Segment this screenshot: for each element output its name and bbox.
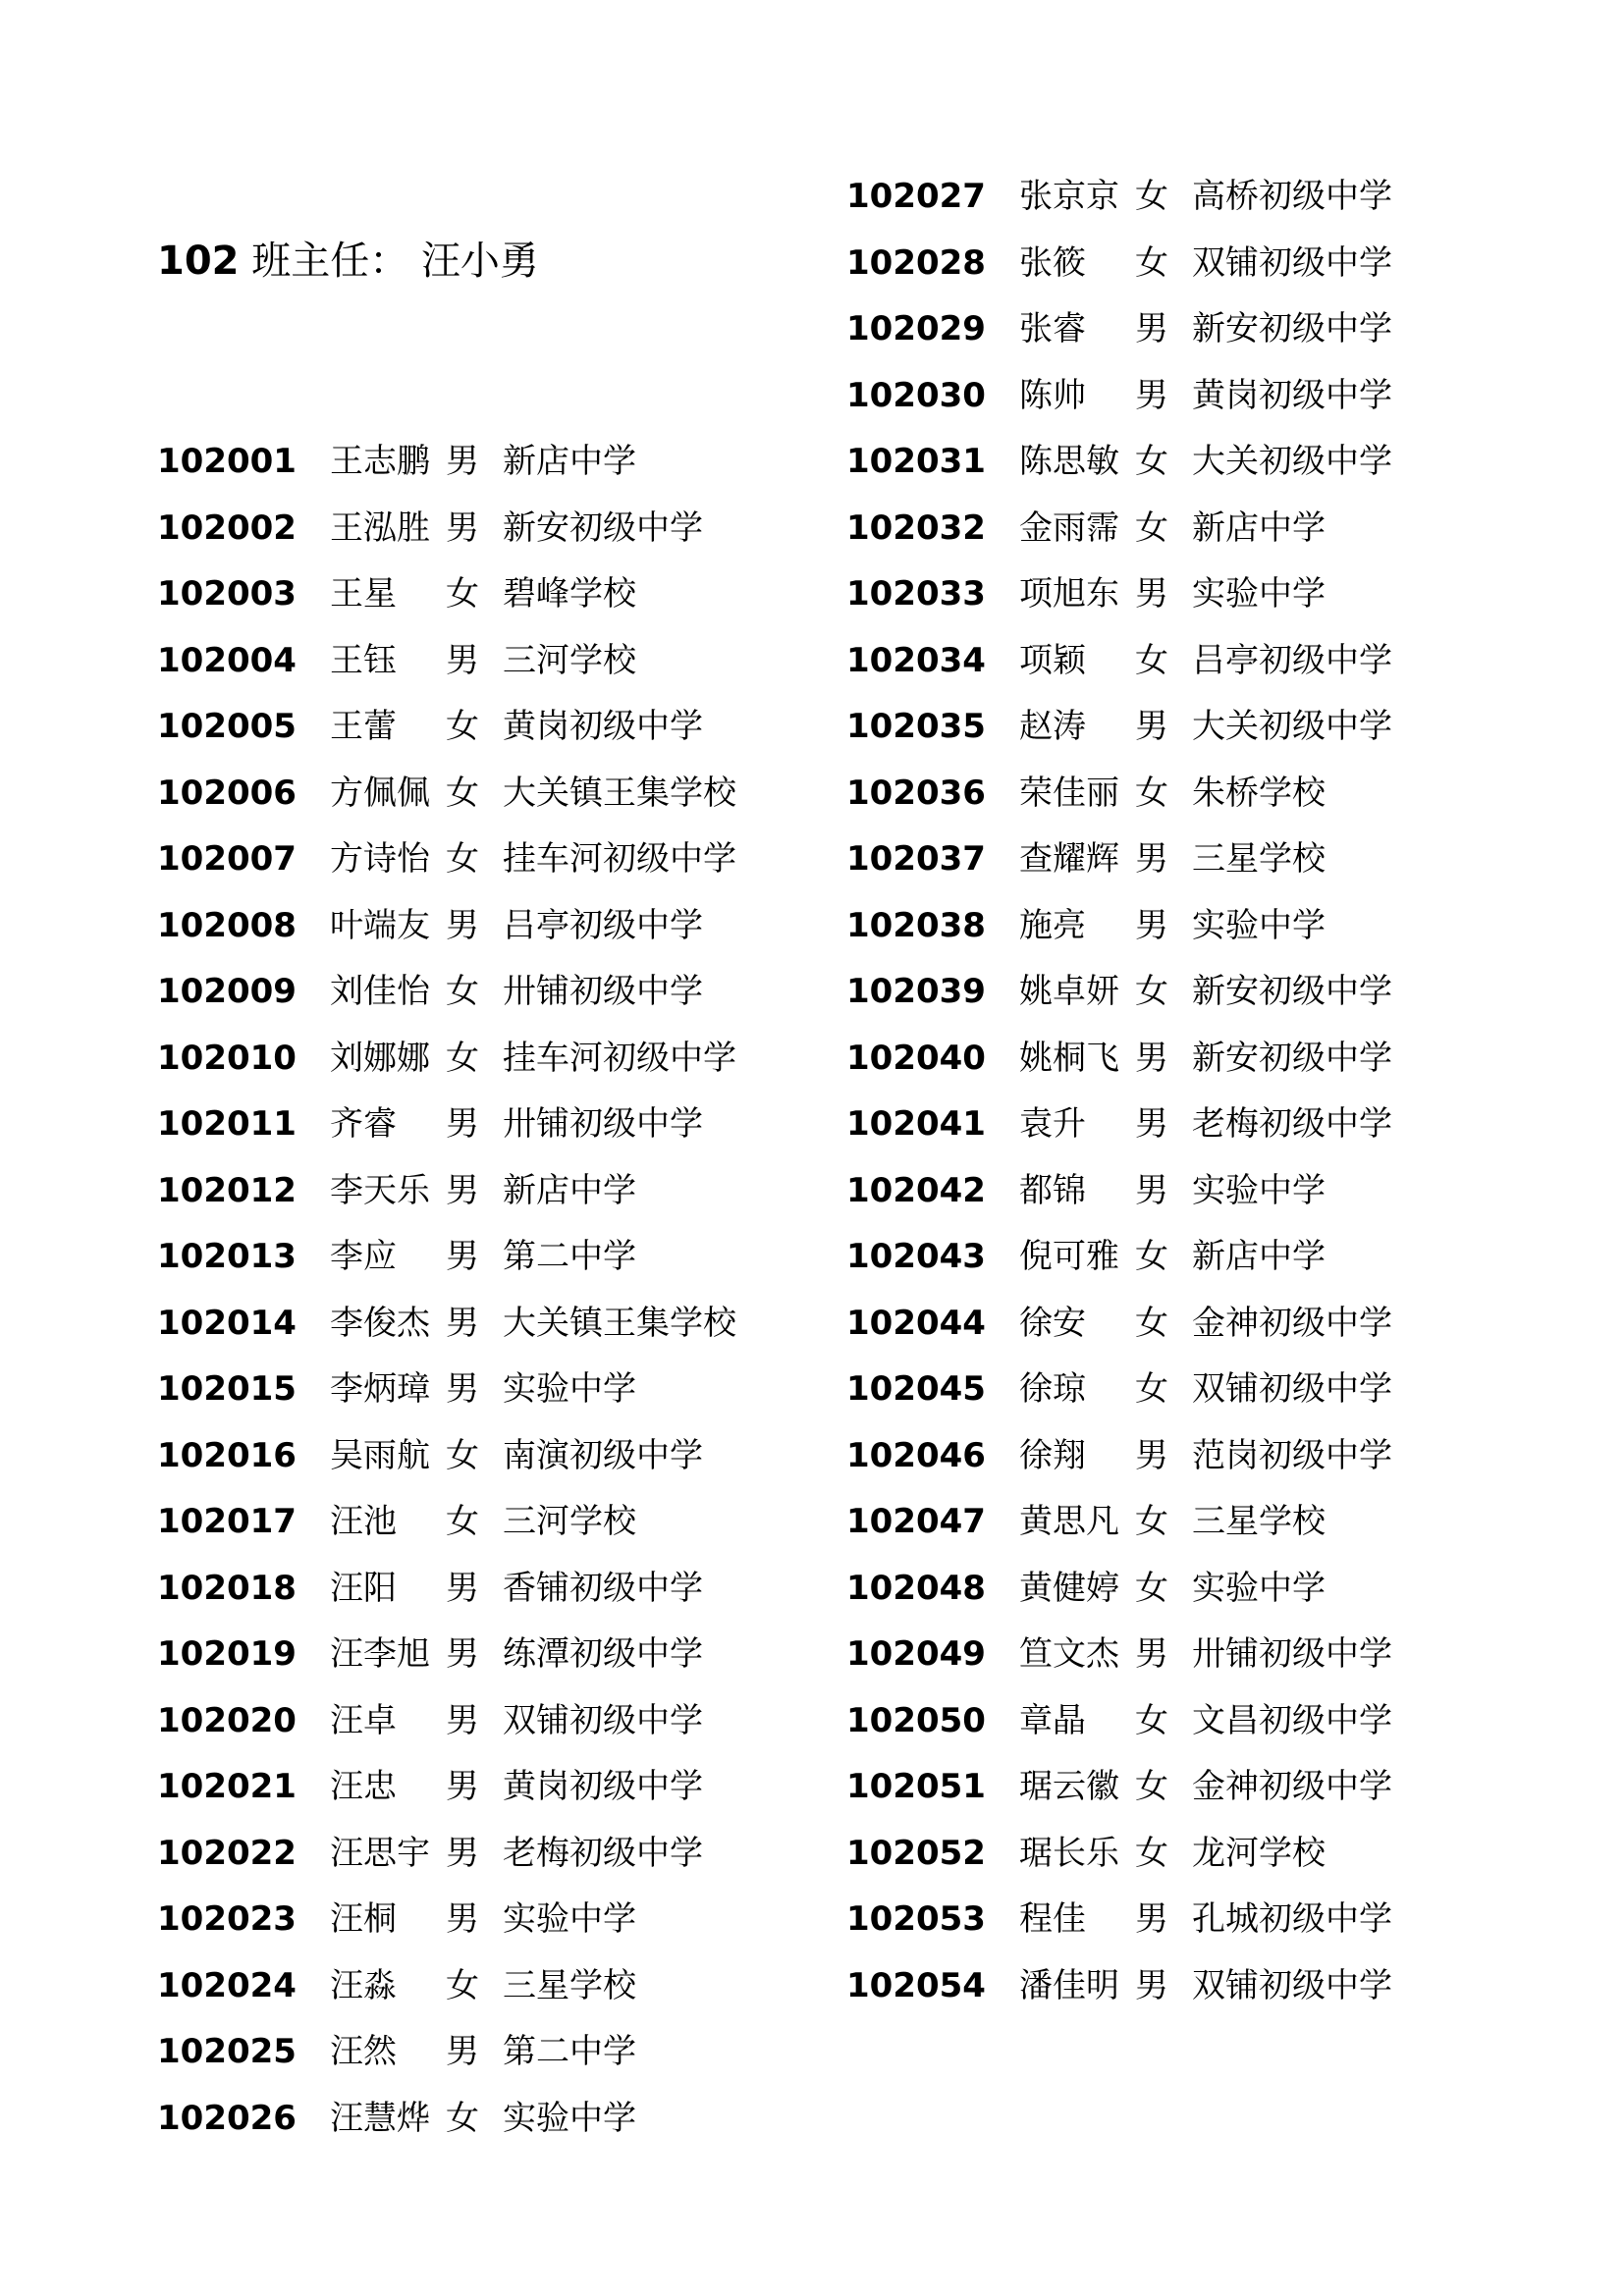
- student-school: 老梅初级中学: [503, 1833, 703, 1873]
- student-gender: 女: [1135, 507, 1168, 548]
- student-school: 双铺初级中学: [1192, 1965, 1392, 2005]
- student-id: 102029: [846, 309, 986, 348]
- student-school: 范岗初级中学: [1192, 1435, 1392, 1475]
- student-school: 香铺初级中学: [503, 1568, 703, 1608]
- student-id: 102039: [846, 972, 986, 1011]
- student-id: 102023: [157, 1899, 297, 1939]
- student-gender: 女: [1135, 1369, 1168, 1409]
- student-id: 102008: [157, 905, 297, 945]
- student-id: 102013: [157, 1237, 297, 1276]
- student-gender: 女: [446, 773, 479, 813]
- student-name: 陈帅: [1019, 375, 1086, 415]
- student-gender: 男: [1135, 1965, 1168, 2005]
- student-school: 新店中学: [1192, 507, 1326, 548]
- student-gender: 女: [1135, 1700, 1168, 1740]
- student-school: 吕亭初级中学: [1192, 640, 1392, 680]
- student-id: 102036: [846, 773, 986, 813]
- student-gender: 男: [1135, 1038, 1168, 1078]
- student-id: 102032: [846, 507, 986, 548]
- student-school: 南演初级中学: [503, 1435, 703, 1475]
- student-school: 三河学校: [503, 640, 636, 680]
- student-gender: 男: [446, 1104, 479, 1144]
- student-name: 潘佳明: [1019, 1965, 1119, 2005]
- student-gender: 男: [446, 1899, 479, 1939]
- student-id: 102004: [157, 640, 297, 680]
- student-name: 姚卓妍: [1019, 972, 1119, 1011]
- student-school: 金神初级中学: [1192, 1767, 1392, 1806]
- student-name: 李俊杰: [330, 1303, 430, 1343]
- page-title: [157, 234, 539, 289]
- student-id: 102053: [846, 1899, 986, 1939]
- student-name: 张睿: [1019, 309, 1086, 348]
- student-gender: 女: [446, 839, 479, 879]
- student-school: 双铺初级中学: [503, 1700, 703, 1740]
- student-gender: 男: [1135, 905, 1168, 945]
- student-name: 方诗怡: [330, 839, 430, 879]
- student-school: 黄岗初级中学: [503, 707, 703, 746]
- student-id: 102031: [846, 442, 986, 481]
- student-gender: 男: [1135, 1170, 1168, 1210]
- student-name: 齐睿: [330, 1104, 397, 1144]
- student-id: 102016: [157, 1435, 297, 1475]
- student-school: 卅铺初级中学: [503, 972, 703, 1011]
- student-gender: 女: [446, 574, 479, 614]
- student-school: 大关初级中学: [1192, 707, 1392, 746]
- student-school: 实验中学: [1192, 905, 1326, 945]
- student-school: 黄岗初级中学: [503, 1767, 703, 1806]
- student-id: 102030: [846, 375, 986, 415]
- student-name: 张筱: [1019, 242, 1086, 283]
- student-name: 琚云徽: [1019, 1767, 1119, 1806]
- student-name: 赵涛: [1019, 707, 1086, 746]
- student-gender: 男: [1135, 309, 1168, 348]
- student-name: 汪思宇: [330, 1833, 430, 1873]
- student-school: 三河学校: [503, 1502, 636, 1541]
- student-id: 102054: [846, 1965, 986, 2005]
- student-id: 102033: [846, 574, 986, 614]
- student-gender: 女: [1135, 177, 1168, 216]
- student-gender: 女: [1135, 442, 1168, 481]
- student-id: 102047: [846, 1502, 986, 1541]
- student-name: 姚桐飞: [1019, 1038, 1119, 1078]
- student-school: 卅铺初级中学: [503, 1104, 703, 1144]
- student-gender: 男: [446, 1833, 479, 1873]
- student-gender: 男: [1135, 574, 1168, 614]
- student-id: 102025: [157, 2032, 297, 2071]
- student-id: 102020: [157, 1700, 297, 1740]
- student-school: 高桥初级中学: [1192, 177, 1392, 216]
- student-gender: 男: [446, 507, 479, 548]
- student-id: 102038: [846, 905, 986, 945]
- student-school: 双铺初级中学: [1192, 1369, 1392, 1409]
- student-id: 102001: [157, 442, 297, 481]
- student-id: 102005: [157, 707, 297, 746]
- student-name: 笪文杰: [1019, 1634, 1119, 1674]
- student-name: 项颖: [1019, 640, 1086, 680]
- student-gender: 女: [446, 1965, 479, 2005]
- student-id: 102049: [846, 1634, 986, 1674]
- student-school: 三星学校: [1192, 839, 1326, 879]
- student-name: 王星: [330, 574, 397, 614]
- student-school: 龙河学校: [1192, 1833, 1326, 1873]
- student-name: 汪忠: [330, 1767, 397, 1806]
- student-name: 方佩佩: [330, 773, 430, 813]
- student-gender: 男: [446, 1237, 479, 1276]
- student-school: 孔城初级中学: [1192, 1899, 1392, 1939]
- student-name: 汪桐: [330, 1899, 397, 1939]
- head-teacher-label: 班主任：: [251, 239, 409, 284]
- student-name: 汪池: [330, 1502, 397, 1541]
- student-gender: 男: [446, 1634, 479, 1674]
- student-name: 王泓胜: [330, 507, 430, 548]
- student-name: 倪可雅: [1019, 1237, 1119, 1276]
- student-name: 刘佳怡: [330, 972, 430, 1011]
- student-school: 吕亭初级中学: [503, 905, 703, 945]
- student-school: 第二中学: [503, 2032, 636, 2071]
- student-gender: 女: [1135, 1502, 1168, 1541]
- student-gender: 女: [1135, 242, 1168, 283]
- student-gender: 女: [446, 2098, 479, 2138]
- student-gender: 女: [446, 1038, 479, 1078]
- student-gender: 女: [1135, 773, 1168, 813]
- student-id: 102045: [846, 1369, 986, 1409]
- student-school: 大关初级中学: [1192, 442, 1392, 481]
- student-name: 查耀辉: [1019, 839, 1119, 879]
- student-school: 新安初级中学: [1192, 972, 1392, 1011]
- student-gender: 男: [1135, 839, 1168, 879]
- student-name: 张京京: [1019, 177, 1119, 216]
- student-gender: 男: [446, 1568, 479, 1608]
- student-school: 朱桥学校: [1192, 773, 1326, 813]
- student-id: 102019: [157, 1634, 297, 1674]
- student-school: 实验中学: [503, 1899, 636, 1939]
- student-name: 王蕾: [330, 707, 397, 746]
- student-gender: 男: [1135, 1435, 1168, 1475]
- student-school: 实验中学: [1192, 1170, 1326, 1210]
- student-school: 三星学校: [1192, 1502, 1326, 1541]
- student-school: 卅铺初级中学: [1192, 1634, 1392, 1674]
- student-gender: 男: [446, 2032, 479, 2071]
- student-school: 大关镇王集学校: [503, 773, 736, 813]
- student-id: 102027: [846, 177, 986, 216]
- student-school: 三星学校: [503, 1965, 636, 2005]
- student-school: 金神初级中学: [1192, 1303, 1392, 1343]
- student-school: 实验中学: [1192, 1568, 1326, 1608]
- student-gender: 女: [1135, 1303, 1168, 1343]
- student-id: 102002: [157, 507, 297, 548]
- student-name: 黄健婷: [1019, 1568, 1119, 1608]
- student-name: 李炳璋: [330, 1369, 430, 1409]
- student-name: 袁升: [1019, 1104, 1086, 1144]
- student-gender: 男: [446, 1170, 479, 1210]
- student-name: 汪然: [330, 2032, 397, 2071]
- student-gender: 男: [1135, 1634, 1168, 1674]
- student-id: 102010: [157, 1038, 297, 1078]
- student-id: 102035: [846, 707, 986, 746]
- student-gender: 男: [446, 442, 479, 481]
- student-id: 102048: [846, 1568, 986, 1608]
- student-gender: 女: [446, 972, 479, 1011]
- student-id: 102044: [846, 1303, 986, 1343]
- student-gender: 男: [1135, 1899, 1168, 1939]
- student-name: 李应: [330, 1237, 397, 1276]
- student-id: 102037: [846, 839, 986, 879]
- student-gender: 男: [446, 905, 479, 945]
- student-name: 汪李旭: [330, 1634, 430, 1674]
- student-name: 刘娜娜: [330, 1038, 430, 1078]
- student-gender: 女: [1135, 640, 1168, 680]
- student-name: 汪阳: [330, 1568, 397, 1608]
- student-id: 102017: [157, 1502, 297, 1541]
- student-id: 102015: [157, 1369, 297, 1409]
- student-school: 碧峰学校: [503, 574, 636, 614]
- student-name: 徐翔: [1019, 1435, 1086, 1475]
- student-name: 都锦: [1019, 1170, 1086, 1210]
- student-name: 施亮: [1019, 905, 1086, 945]
- student-gender: 女: [446, 707, 479, 746]
- student-name: 汪慧烨: [330, 2098, 430, 2138]
- student-gender: 女: [1135, 1833, 1168, 1873]
- student-school: 挂车河初级中学: [503, 1038, 736, 1078]
- student-gender: 女: [1135, 1767, 1168, 1806]
- student-id: 102024: [157, 1965, 297, 2005]
- student-gender: 男: [446, 1700, 479, 1740]
- student-gender: 男: [446, 1303, 479, 1343]
- student-name: 陈思敏: [1019, 442, 1119, 481]
- student-gender: 男: [446, 640, 479, 680]
- student-id: 102040: [846, 1038, 986, 1078]
- student-name: 叶端友: [330, 905, 430, 945]
- student-id: 102028: [846, 242, 986, 283]
- student-school: 新店中学: [503, 442, 636, 481]
- student-school: 老梅初级中学: [1192, 1104, 1392, 1144]
- student-name: 章晶: [1019, 1700, 1086, 1740]
- student-school: 文昌初级中学: [1192, 1700, 1392, 1740]
- student-id: 102007: [157, 839, 297, 879]
- student-name: 汪卓: [330, 1700, 397, 1740]
- student-name: 琚长乐: [1019, 1833, 1119, 1873]
- student-name: 汪淼: [330, 1965, 397, 2005]
- class-number: 102: [157, 239, 240, 284]
- student-id: 102042: [846, 1170, 986, 1210]
- student-gender: 男: [446, 1767, 479, 1806]
- student-id: 102009: [157, 972, 297, 1011]
- student-school: 练潭初级中学: [503, 1634, 703, 1674]
- student-id: 102026: [157, 2098, 297, 2138]
- head-teacher-name: 汪小勇: [420, 239, 539, 284]
- student-id: 102018: [157, 1568, 297, 1608]
- student-id: 102046: [846, 1435, 986, 1475]
- student-school: 新安初级中学: [1192, 1038, 1392, 1078]
- student-id: 102041: [846, 1104, 986, 1144]
- student-gender: 女: [1135, 972, 1168, 1011]
- student-gender: 女: [446, 1502, 479, 1541]
- student-id: 102043: [846, 1237, 986, 1276]
- student-name: 黄思凡: [1019, 1502, 1119, 1541]
- student-school: 新店中学: [503, 1170, 636, 1210]
- student-gender: 女: [1135, 1568, 1168, 1608]
- student-id: 102012: [157, 1170, 297, 1210]
- student-name: 徐安: [1019, 1303, 1086, 1343]
- student-name: 王志鹏: [330, 442, 430, 481]
- student-name: 王钰: [330, 640, 397, 680]
- student-school: 黄岗初级中学: [1192, 375, 1392, 415]
- student-id: 102006: [157, 773, 297, 813]
- student-id: 102051: [846, 1767, 986, 1806]
- student-gender: 女: [1135, 1237, 1168, 1276]
- student-name: 项旭东: [1019, 574, 1119, 614]
- student-school: 大关镇王集学校: [503, 1303, 736, 1343]
- student-school: 新安初级中学: [1192, 309, 1392, 348]
- student-id: 102011: [157, 1104, 297, 1144]
- student-school: 实验中学: [503, 2098, 636, 2138]
- student-name: 李天乐: [330, 1170, 430, 1210]
- student-school: 实验中学: [503, 1369, 636, 1409]
- student-name: 荣佳丽: [1019, 773, 1119, 813]
- student-name: 徐琼: [1019, 1369, 1086, 1409]
- student-school: 第二中学: [503, 1237, 636, 1276]
- student-gender: 男: [1135, 375, 1168, 415]
- student-school: 挂车河初级中学: [503, 839, 736, 879]
- student-id: 102022: [157, 1833, 297, 1873]
- student-name: 程佳: [1019, 1899, 1086, 1939]
- student-id: 102003: [157, 574, 297, 614]
- student-id: 102050: [846, 1700, 986, 1740]
- student-school: 实验中学: [1192, 574, 1326, 614]
- student-id: 102014: [157, 1303, 297, 1343]
- student-name: 吴雨航: [330, 1435, 430, 1475]
- student-gender: 女: [446, 1435, 479, 1475]
- student-gender: 男: [446, 1369, 479, 1409]
- student-id: 102021: [157, 1767, 297, 1806]
- student-school: 新安初级中学: [503, 507, 703, 548]
- student-gender: 男: [1135, 707, 1168, 746]
- student-gender: 男: [1135, 1104, 1168, 1144]
- student-school: 新店中学: [1192, 1237, 1326, 1276]
- student-id: 102034: [846, 640, 986, 680]
- student-id: 102052: [846, 1833, 986, 1873]
- student-school: 双铺初级中学: [1192, 242, 1392, 283]
- student-name: 金雨霈: [1019, 507, 1119, 548]
